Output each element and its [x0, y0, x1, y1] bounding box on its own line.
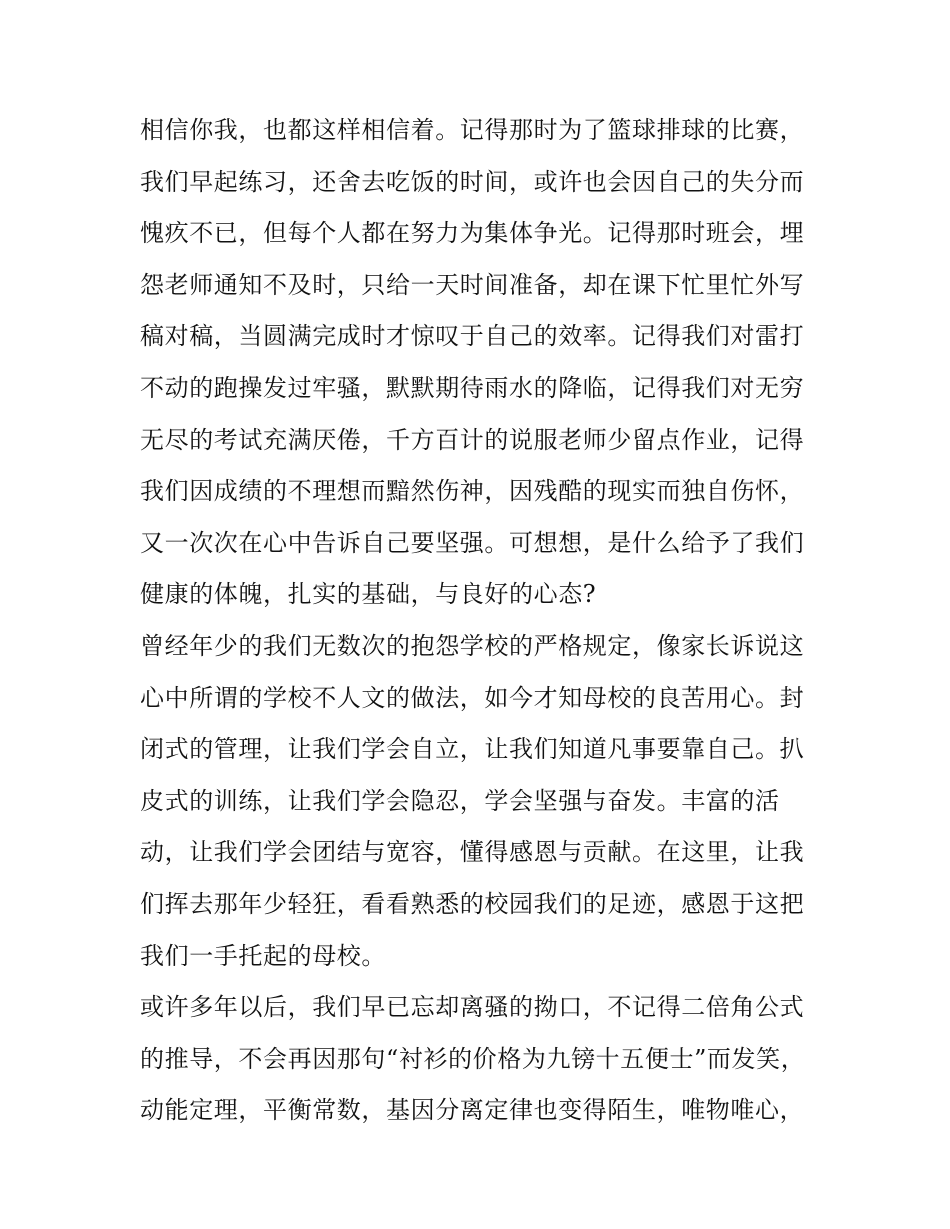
text-line: 怨老师通知不及时，只给一天时间准备，却在课下忙里忙外写 [140, 270, 805, 299]
text-line: 曾经年少的我们无数次的抱怨学校的严格规定，像家长诉说这 [140, 631, 805, 660]
text-line: 们挥去那年少轻狂，看看熟悉的校园我们的足迹，感恩于这把 [140, 889, 805, 918]
text-line: 我们一手托起的母校。 [140, 941, 386, 970]
text-line: 我们早起练习，还舍去吃饭的时间，或许也会因自己的失分而 [140, 167, 805, 196]
paragraph-2 [140, 621, 820, 982]
text-line: 心中所谓的学校不人文的做法，如今才知母校的良苦用心。封 [140, 683, 805, 712]
text-line: 相信你我，也都这样相信着。记得那时为了篮球排球的比赛， [140, 116, 805, 144]
text-line: 的推导，不会再因那句“衬衫的价格为九镑十五便士”而发笑， [140, 1044, 806, 1073]
text-line: 健康的体魄，扎实的基础，与良好的心态? [140, 580, 597, 609]
text-line: 稿对稿，当圆满完成时才惊叹于自己的效率。记得我们对雷打 [140, 322, 805, 351]
paragraph-1 [140, 105, 820, 621]
text-line: 或许多年以后，我们早已忘却离骚的拗口，不记得二倍角公式 [140, 993, 805, 1022]
text-line: 愧疚不已，但每个人都在努力为集体争光。记得那时班会，埋 [140, 219, 805, 248]
text-line: 闭式的管理，让我们学会自立，让我们知道凡事要靠自己。扒 [140, 735, 805, 764]
text-line: 无尽的考试充满厌倦，千方百计的说服老师少留点作业，记得 [140, 425, 805, 454]
text-line: 又一次次在心中告诉自己要坚强。可想想，是什么给予了我们 [140, 528, 805, 557]
document-body [140, 105, 820, 1137]
text-line: 动能定理，平衡常数，基因分离定律也变得陌生，唯物唯心， [140, 1096, 805, 1125]
text-line: 我们因成绩的不理想而黯然伤神，因残酷的现实而独自伤怀， [140, 477, 805, 506]
text-line: 动，让我们学会团结与宽容，懂得感恩与贡献。在这里，让我 [140, 838, 805, 867]
text-line: 不动的跑操发过牢骚，默默期待雨水的降临，记得我们对无穷 [140, 373, 805, 402]
paragraph-3 [140, 982, 820, 1137]
text-line: 皮式的训练，让我们学会隐忍，学会坚强与奋发。丰富的活 [140, 786, 780, 815]
